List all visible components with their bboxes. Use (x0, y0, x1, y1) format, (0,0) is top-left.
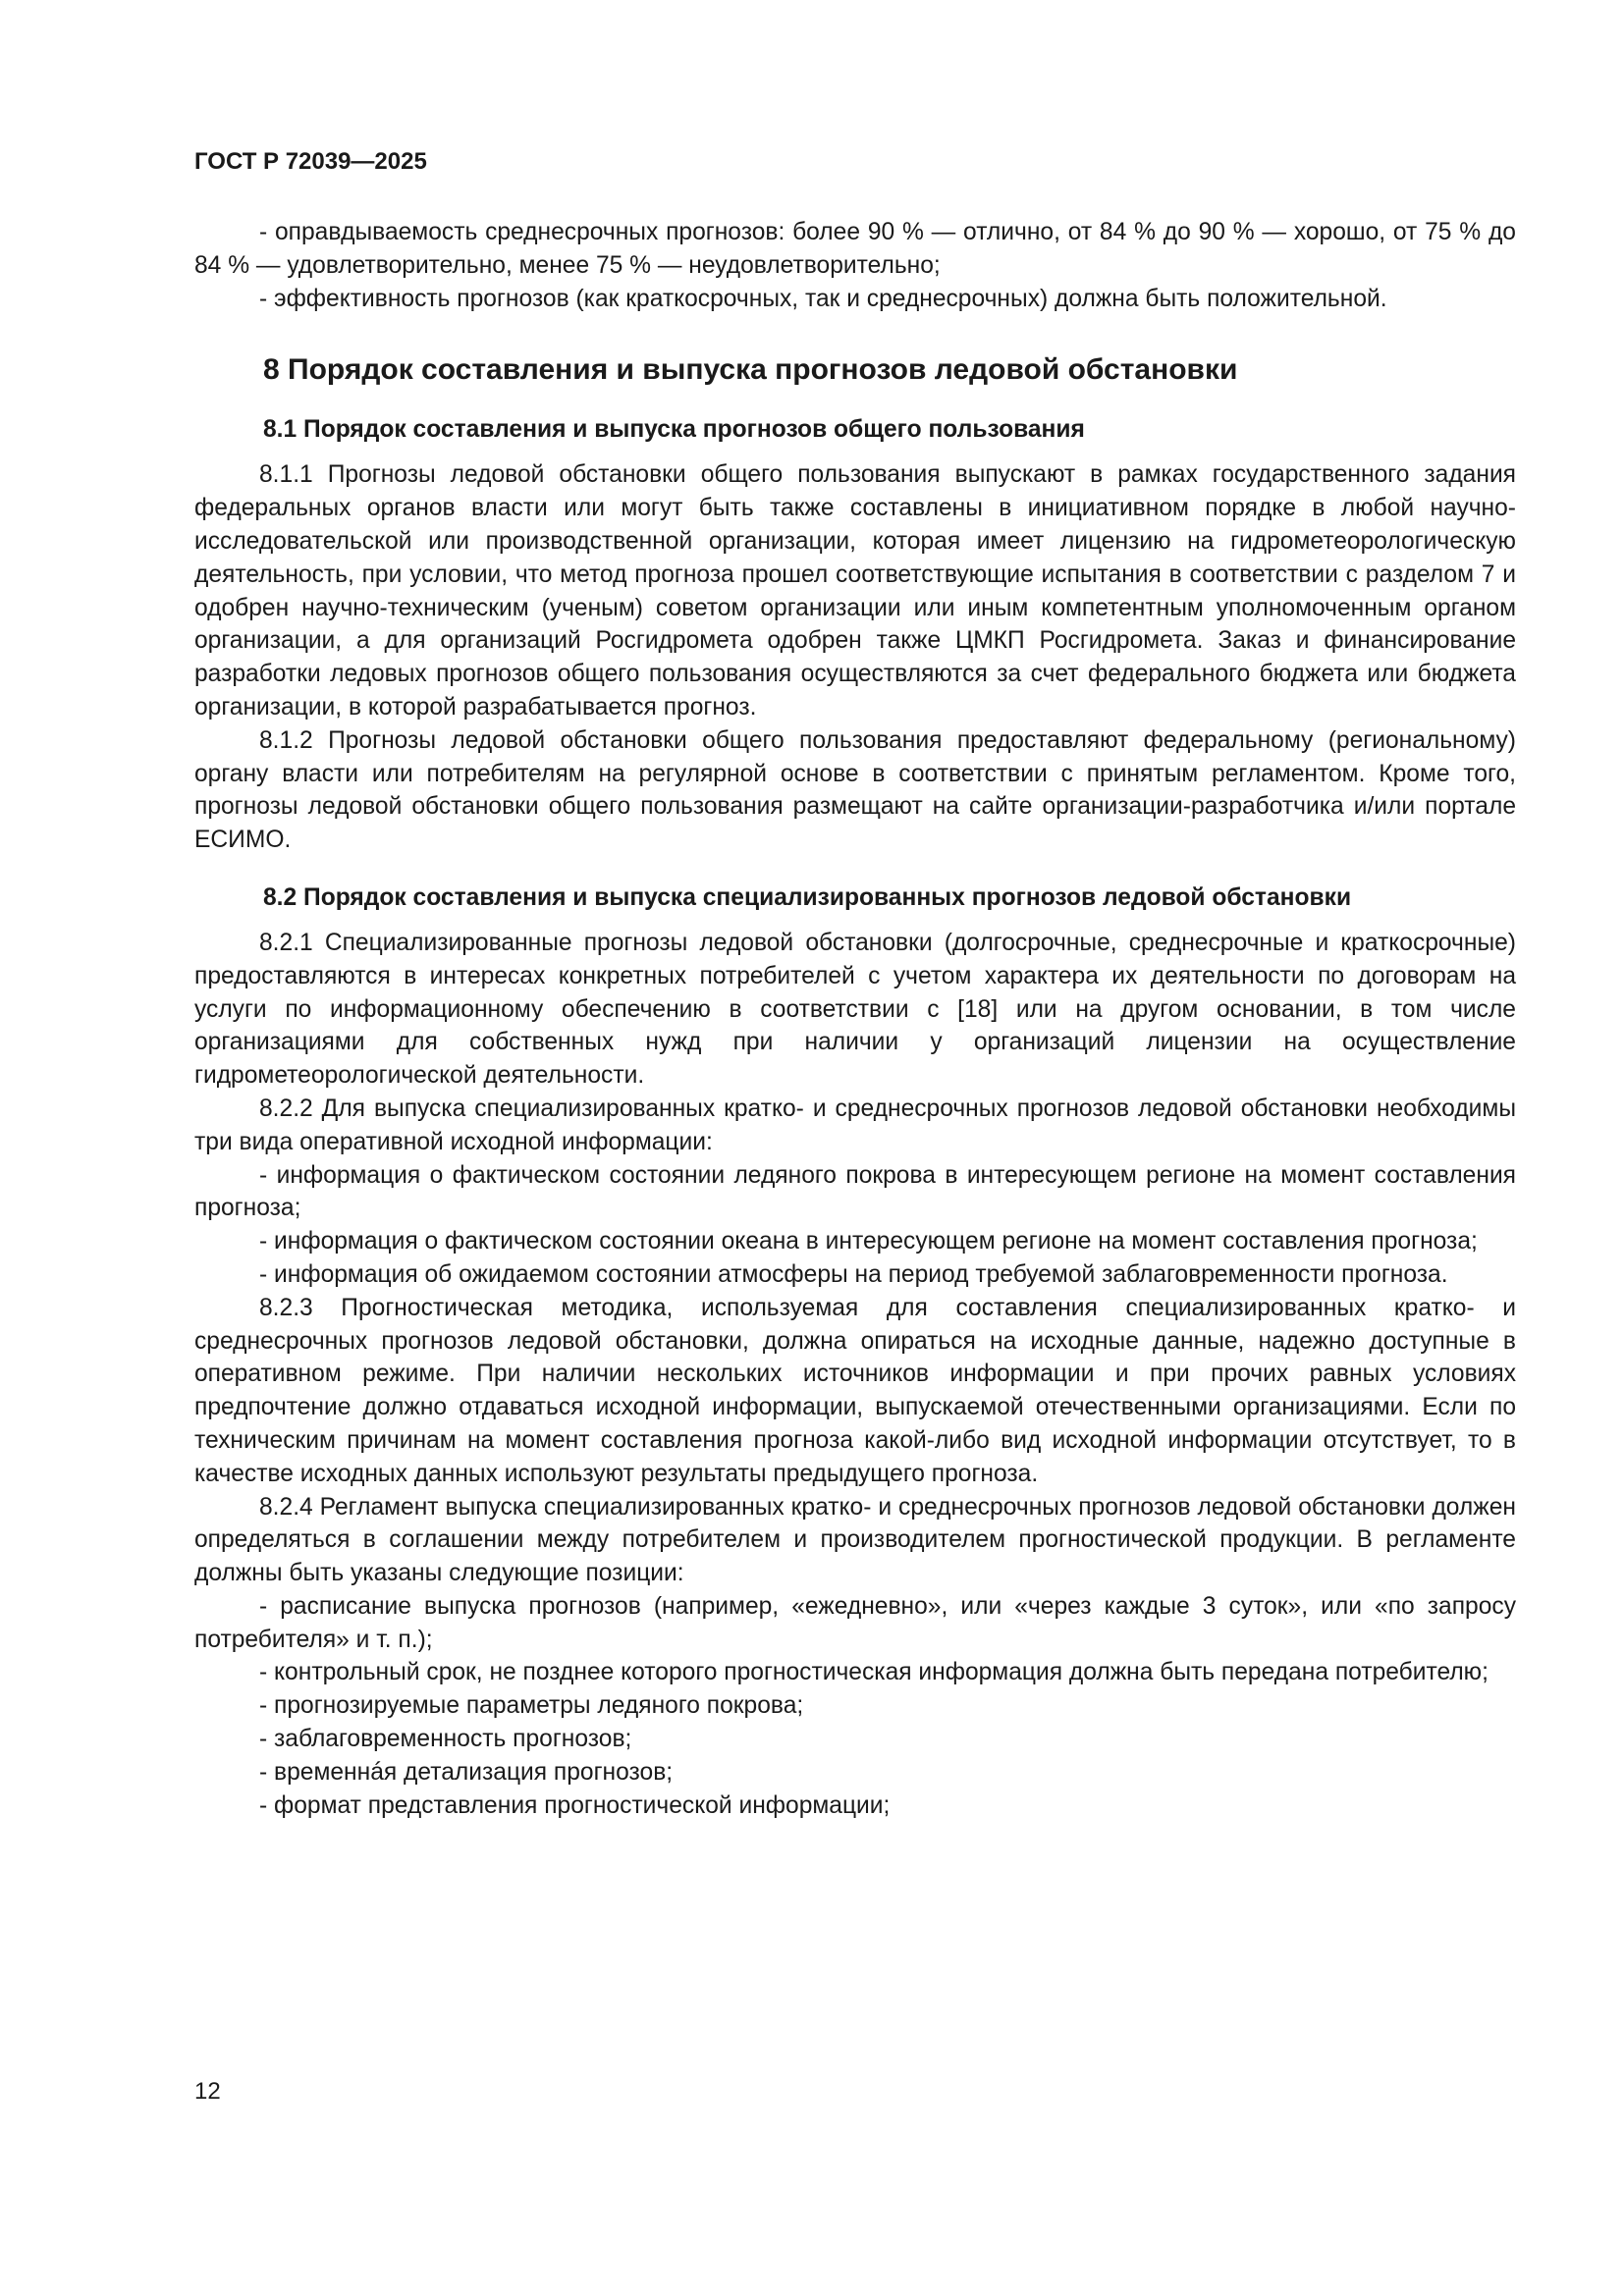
paragraph: 8.2.1 Специализированные прогнозы ледовой обстановки (долгосрочные, среднесрочные и краткосрочные) предоставляются в интересах конкретных потребителей с учетом характера их деятельности по договорам на услуги по информационному обеспечению в соответствии с [18] или на другом основании, в том числе организациями для собственных нужд при наличии у организаций лицензии на осуществление гидрометеорологической деятельности. (194, 929, 1516, 1090)
subsection-heading: 8.2 Порядок составления и выпуска специализированных прогнозов ледовой обстановки (263, 883, 1352, 911)
paragraph: 8.1.2 Прогнозы ледовой обстановки общего пользования предоставляют федеральному (региональному) органу власти или потребителям на регулярной основе в соответствии с принятым регламентом. Кроме того, прогнозы ледовой обстановки общего пользования размещают на сайте организации-разработчика и/или портале ЕСИМО. (194, 726, 1516, 854)
paragraph: 8.1.1 Прогнозы ледовой обстановки общего пользования выпускают в рамках государственного задания федеральных органов власти или могут быть также составлены в инициативном порядке в любой научно-исследовательской или производственной организации, которая имеет лицензию на гидрометеорологическую деятельность, при условии, что метод прогноза прошел соответствующие испытания в соответствии с разделом 7 и одобрен научно-техническим (ученым) советом организации или иным компетентным уполномоченным органом организации, а для организаций Росгидромета одобрен также ЦМКП Росгидромета. Заказ и финансирование разработки ледовых прогнозов общего пользования осуществляются за счет федерального бюджета или бюджета организации, в которой разрабатывается прогноз. (194, 461, 1516, 721)
list-item: - формат представления прогностической информации; (259, 1791, 891, 1819)
paragraph: 8.2.4 Регламент выпуска специализированных кратко- и среднесрочных прогнозов ледовой обстановки должен определяться в соглашении между потребителем и производителем прогностической продукции. В регламенте должны быть указаны следующие позиции: (194, 1493, 1516, 1587)
page-number: 12 (194, 2078, 221, 2105)
list-item: - контрольный срок, не позднее которого прогностическая информация должна быть передана потребителю; (259, 1659, 1489, 1686)
list-item: - заблаговременность прогнозов; (259, 1726, 632, 1753)
list-item: - эффективность прогнозов (как краткосрочных, так и среднесрочных) должна быть положительной. (259, 285, 1387, 312)
paragraph: 8.2.2 Для выпуска специализированных кратко- и среднесрочных прогнозов ледовой обстановки необходимы три вида оперативной исходной информации: (194, 1095, 1516, 1155)
subsection-heading: 8.1 Порядок составления и выпуска прогнозов общего пользования (263, 416, 1085, 444)
list-item: - временнáя детализация прогнозов; (259, 1758, 674, 1786)
section-heading: 8 Порядок составления и выпуска прогнозов ледовой обстановки (263, 353, 1238, 387)
list-item: - прогнозируемые параметры ледяного покрова; (259, 1692, 804, 1720)
document-code: ГОСТ Р 72039—2025 (194, 148, 427, 175)
document-page (194, 147, 1516, 1822)
list-item: - информация о фактическом состоянии ледяного покрова в интересующем регионе на момент составления прогноза; (194, 1161, 1516, 1222)
paragraph: 8.2.3 Прогностическая методика, используемая для составления специализированных кратко- и среднесрочных прогнозов ледовой обстановки, должна опираться на исходные данные, надежно доступные в оперативном режиме. При наличии нескольких источников информации и при прочих равных условиях предпочтение должно отдаваться исходной информации, выпускаемой отечественными организациями. Если по техническим причинам на момент составления прогноза какой-либо вид исходной информации отсутствует, то в качестве исходных данных используют результаты предыдущего прогноза. (194, 1294, 1516, 1487)
list-item: - информация об ожидаемом состоянии атмосферы на период требуемой заблаговременности прогноза. (259, 1260, 1448, 1288)
list-item: - информация о фактическом состоянии океана в интересующем регионе на момент составления прогноза; (259, 1228, 1478, 1255)
list-item: - оправдываемость среднесрочных прогнозов: более 90 % — отлично, от 84 % до 90 % — хорошо, от 75 % до 84 % — удовлетворительно, менее 75 % — неудовлетворительно; (194, 219, 1516, 279)
list-item: - расписание выпуска прогнозов (например, «ежедневно», или «через каждые 3 суток», или «по запросу потребителя» и т. п.); (194, 1592, 1516, 1653)
